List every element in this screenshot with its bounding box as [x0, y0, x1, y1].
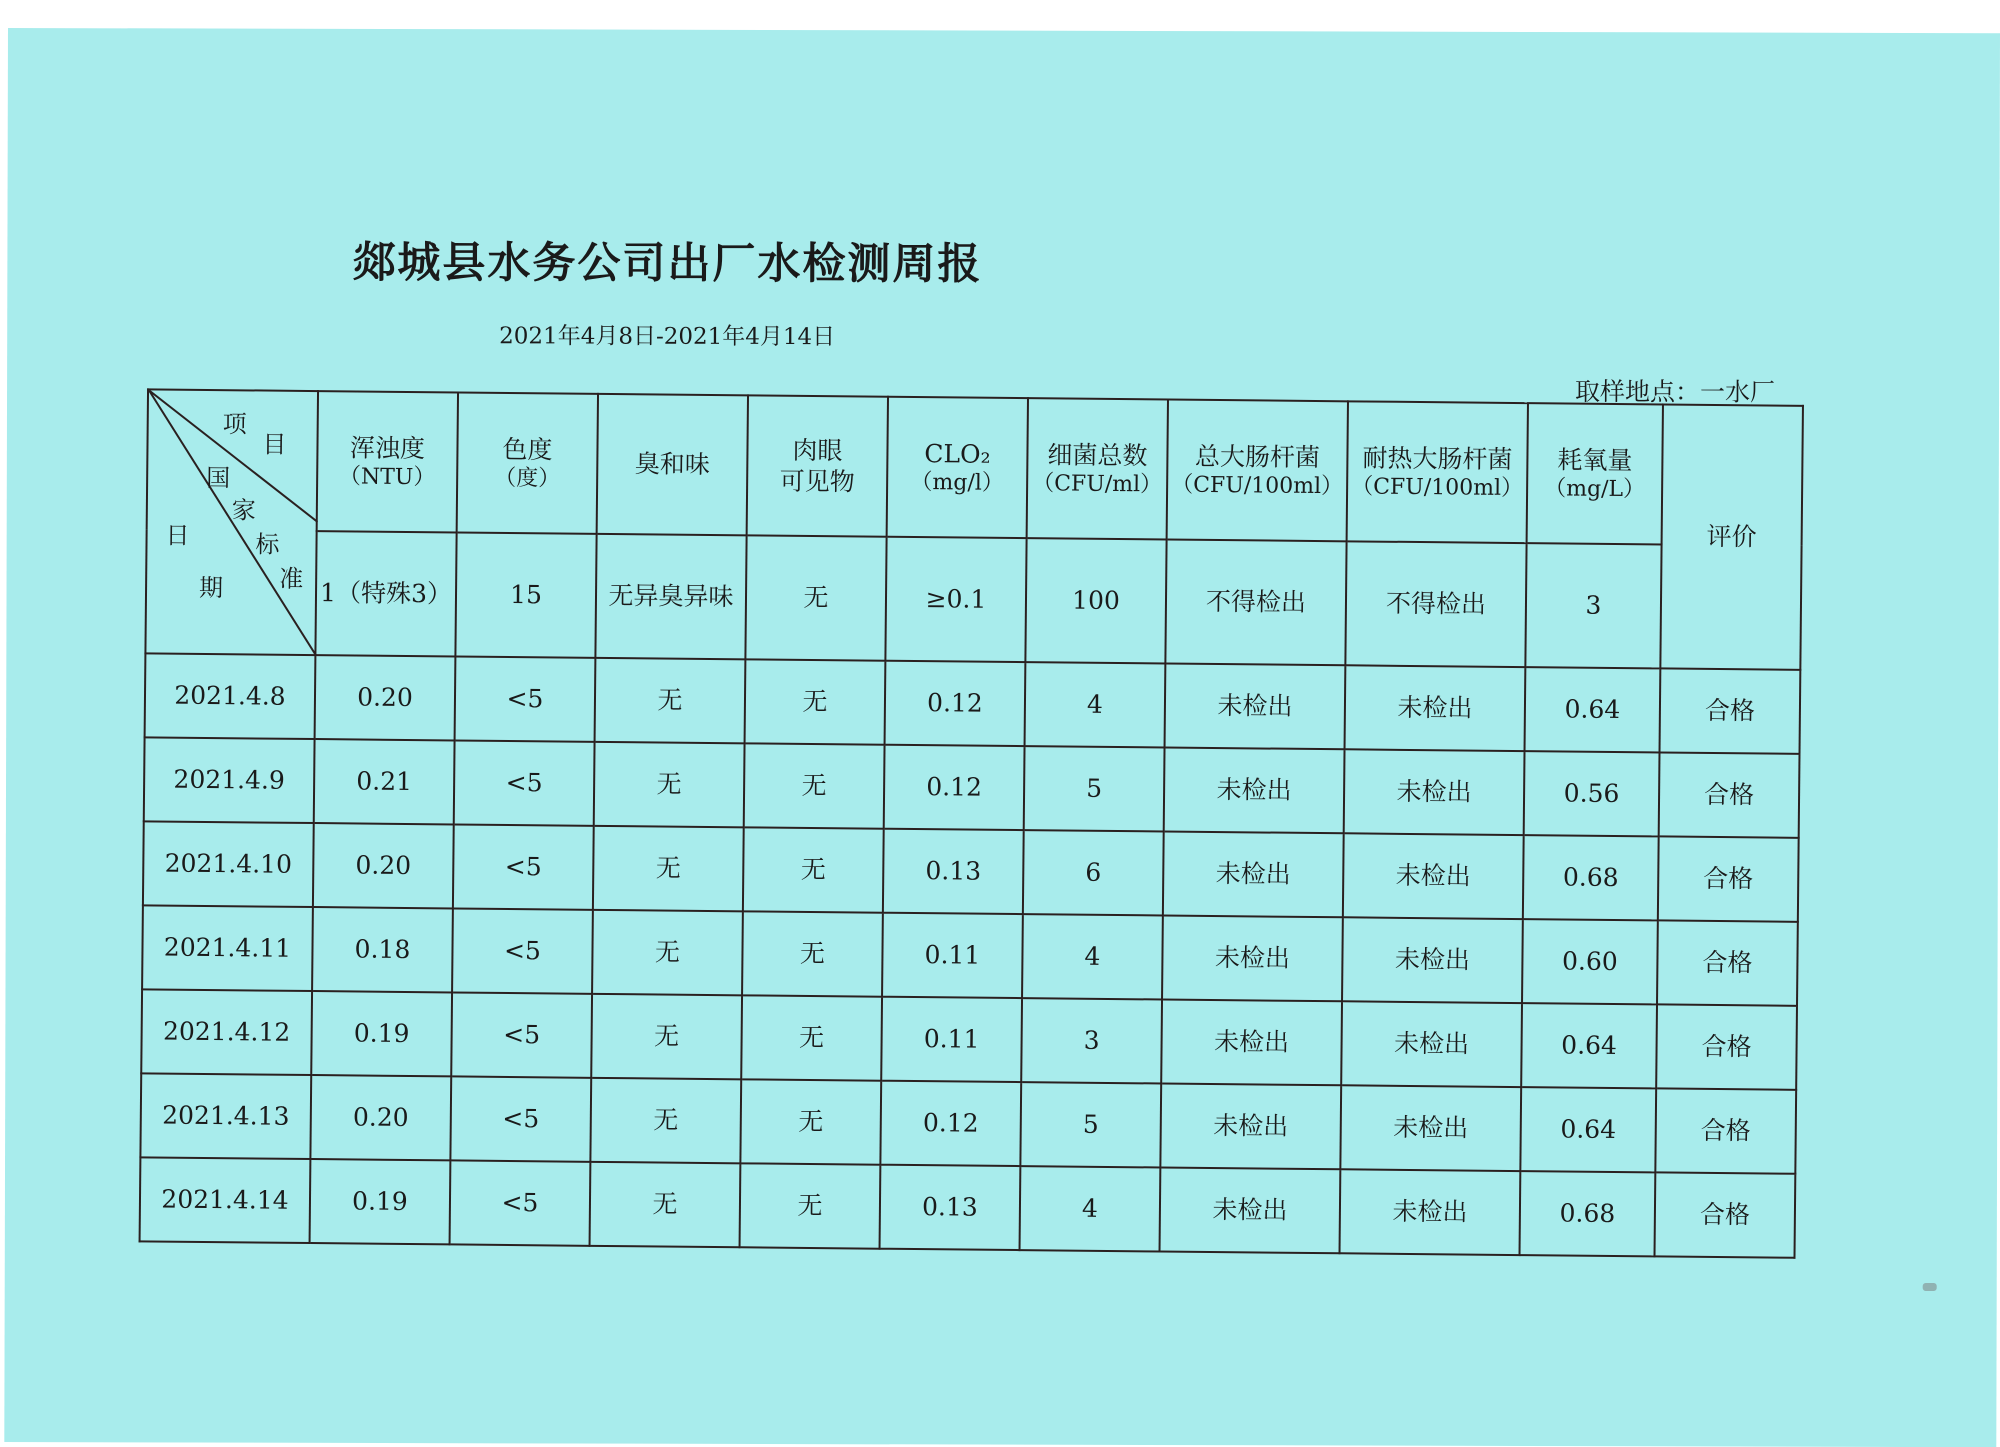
cell-odor: 无 [590, 1162, 741, 1247]
row-date: 2021.4.10 [143, 821, 314, 907]
col-header-chroma: 色度 （度） [457, 392, 598, 533]
scan-speck [1923, 1283, 1937, 1291]
col-header-coliform: 总大肠杆菌 （CFU/100ml） [1167, 400, 1348, 542]
standard-turbidity: 1（特殊3） [315, 531, 456, 656]
cell-bacteria: 4 [1025, 662, 1166, 747]
cell-evaluation: 合格 [1659, 752, 1800, 837]
table-row [140, 1073, 1796, 1173]
cell-clo2: 0.12 [885, 661, 1026, 746]
cell-visible-matter: 无 [740, 1163, 881, 1248]
cell-chroma: <5 [450, 1076, 591, 1161]
table-row [140, 1157, 1796, 1257]
cell-evaluation: 合格 [1655, 1088, 1796, 1173]
cell-turbidity: 0.20 [310, 1075, 451, 1160]
sampling-location: 取样地点：一水厂 [1575, 377, 1776, 407]
cell-coliform: 未检出 [1164, 748, 1345, 834]
cell-turbidity: 0.18 [312, 907, 453, 992]
corner-label-standard-3: 标 [255, 530, 280, 559]
cell-bacteria: 5 [1024, 746, 1165, 831]
cell-clo2: 0.13 [880, 1165, 1021, 1250]
cell-oxygen-consumption: 0.56 [1524, 751, 1660, 836]
cell-oxygen-consumption: 0.64 [1520, 1087, 1656, 1172]
cell-oxygen-consumption: 0.60 [1522, 919, 1658, 1004]
col-header-clo2: CLO₂ （mg/l） [887, 397, 1028, 538]
cell-thermo-coliform: 未检出 [1341, 1001, 1522, 1087]
cell-thermo-coliform: 未检出 [1345, 665, 1526, 751]
cell-evaluation: 合格 [1657, 920, 1798, 1005]
col-header-oxygen-consumption: 耗氧量 （mg/L） [1527, 403, 1663, 544]
cell-odor: 无 [595, 658, 746, 743]
row-date: 2021.4.12 [141, 989, 312, 1075]
corner-label-date-2: 期 [198, 573, 224, 603]
cell-thermo-coliform: 未检出 [1340, 1085, 1521, 1171]
cell-chroma: <5 [452, 908, 593, 993]
cell-thermo-coliform: 未检出 [1344, 749, 1525, 835]
cell-thermo-coliform: 未检出 [1340, 1169, 1521, 1255]
cell-clo2: 0.11 [881, 997, 1022, 1082]
table-row [142, 905, 1798, 1005]
cell-evaluation: 合格 [1658, 836, 1799, 921]
table-row [141, 989, 1797, 1089]
cell-coliform: 未检出 [1163, 832, 1344, 918]
cell-odor: 无 [594, 742, 745, 827]
cell-evaluation: 合格 [1656, 1004, 1797, 1089]
cell-clo2: 0.12 [884, 745, 1025, 830]
col-header-odor: 臭和味 [597, 394, 748, 535]
cell-turbidity: 0.20 [315, 655, 456, 740]
cell-chroma: <5 [450, 1160, 591, 1245]
corner-label-item-2: 目 [262, 430, 287, 459]
row-date: 2021.4.9 [144, 737, 315, 823]
row-date: 2021.4.11 [142, 905, 313, 991]
cell-coliform: 未检出 [1160, 1083, 1341, 1169]
cell-turbidity: 0.20 [313, 823, 454, 908]
corner-label-standard-1: 国 [206, 463, 231, 493]
table-row [145, 653, 1801, 753]
cell-oxygen-consumption: 0.68 [1520, 1171, 1656, 1256]
corner-label-standard-4: 准 [279, 564, 304, 593]
data-rows [140, 653, 1801, 1257]
cell-oxygen-consumption: 0.68 [1523, 835, 1659, 920]
cell-coliform: 未检出 [1165, 664, 1346, 750]
corner-header-cell [145, 389, 318, 655]
cell-odor: 无 [593, 826, 744, 911]
cell-visible-matter: 无 [744, 743, 885, 828]
cell-clo2: 0.11 [882, 913, 1023, 998]
col-header-thermo-coliform: 耐热大肠杆菌 （CFU/100ml） [1347, 401, 1528, 543]
row-date: 2021.4.14 [140, 1157, 311, 1243]
cell-visible-matter: 无 [743, 827, 884, 912]
cell-odor: 无 [590, 1078, 741, 1163]
standard-coliform: 不得检出 [1165, 540, 1346, 666]
cell-oxygen-consumption: 0.64 [1525, 667, 1661, 752]
standard-chroma: 15 [455, 532, 596, 657]
cell-evaluation: 合格 [1654, 1172, 1795, 1257]
cell-clo2: 0.12 [880, 1081, 1021, 1166]
cell-visible-matter: 无 [741, 995, 882, 1080]
row-date: 2021.4.8 [145, 653, 316, 739]
cell-thermo-coliform: 未检出 [1342, 917, 1523, 1003]
col-header-turbidity: 浑浊度 （NTU） [317, 391, 458, 532]
corner-label-item-1: 项 [222, 410, 247, 439]
corner-label-date-1: 日 [165, 521, 190, 550]
cell-visible-matter: 无 [745, 659, 886, 744]
report-title: 郯城县水务公司出厂水检测周报 [352, 237, 983, 290]
standard-clo2: ≥0.1 [885, 537, 1026, 662]
cell-chroma: <5 [453, 824, 594, 909]
col-header-evaluation: 评价 [1660, 404, 1803, 669]
report-date-range: 2021年4月8日-2021年4月14日 [499, 323, 836, 351]
cell-bacteria: 4 [1020, 1166, 1161, 1251]
table-row [144, 737, 1800, 837]
cell-bacteria: 4 [1022, 914, 1163, 999]
standard-thermo-coliform: 不得检出 [1345, 541, 1526, 667]
standard-bacteria: 100 [1025, 538, 1166, 663]
corner-label-standard-2: 家 [231, 496, 256, 525]
cell-bacteria: 5 [1020, 1082, 1161, 1167]
scanned-paper [4, 28, 2000, 1447]
cell-coliform: 未检出 [1161, 999, 1342, 1085]
cell-clo2: 0.13 [883, 829, 1024, 914]
cell-chroma: <5 [455, 656, 596, 741]
cell-turbidity: 0.19 [311, 991, 452, 1076]
cell-chroma: <5 [451, 992, 592, 1077]
table-row [143, 821, 1799, 921]
cell-odor: 无 [592, 910, 743, 995]
cell-visible-matter: 无 [742, 911, 883, 996]
cell-chroma: <5 [454, 740, 595, 825]
cell-coliform: 未检出 [1162, 915, 1343, 1001]
standard-visible-matter: 无 [745, 535, 886, 660]
standard-oxygen-consumption: 3 [1525, 543, 1661, 668]
cell-bacteria: 3 [1021, 998, 1162, 1083]
cell-oxygen-consumption: 0.64 [1521, 1003, 1657, 1088]
cell-visible-matter: 无 [740, 1079, 881, 1164]
row-date: 2021.4.13 [140, 1073, 311, 1159]
cell-coliform: 未检出 [1160, 1167, 1341, 1253]
col-header-visible-matter: 肉眼 可见物 [747, 395, 888, 536]
cell-thermo-coliform: 未检出 [1343, 833, 1524, 919]
standard-odor: 无异臭异味 [595, 534, 746, 659]
cell-turbidity: 0.19 [310, 1159, 451, 1244]
col-header-bacteria: 细菌总数 （CFU/ml） [1027, 398, 1168, 539]
cell-odor: 无 [591, 994, 742, 1079]
cell-turbidity: 0.21 [314, 739, 455, 824]
cell-bacteria: 6 [1023, 830, 1164, 915]
water-quality-table [139, 388, 1804, 1258]
cell-evaluation: 合格 [1660, 668, 1801, 753]
